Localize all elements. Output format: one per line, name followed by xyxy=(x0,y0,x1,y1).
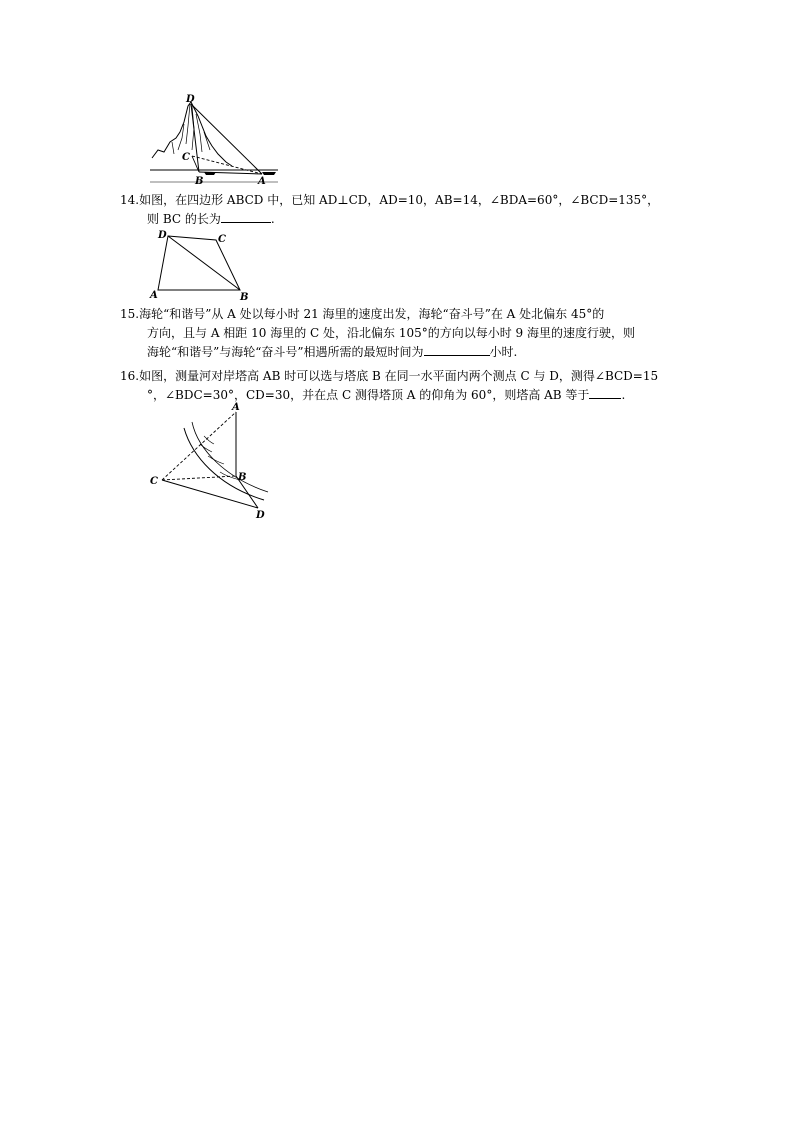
label-B: B xyxy=(195,176,204,187)
line-CD xyxy=(162,480,258,508)
q15-line-2 xyxy=(120,324,700,343)
label-B: B xyxy=(240,292,249,302)
q15-text-1: 海轮“和谐号”从 A 处以每小时 21 海里的速度出发，海轮“奋斗号”在 A 处北偏东 45°的 xyxy=(139,307,605,321)
diagonal-DB xyxy=(168,236,240,290)
q16-number: 16. xyxy=(120,369,140,383)
q15-end: 小时. xyxy=(489,345,518,359)
mountain-figure xyxy=(148,92,283,188)
river-bank-2 xyxy=(192,422,268,492)
q16-end: . xyxy=(621,388,626,402)
q15-text-3: 海轮“和谐号”与海轮“奋斗号”相遇所需的最短时间为 xyxy=(147,345,424,359)
label-D: D xyxy=(186,94,195,105)
mountain-ridges xyxy=(172,104,210,154)
line-CA xyxy=(192,156,262,174)
q16-answer-blank[interactable] xyxy=(589,386,621,399)
q14-text-1: 如图，在四边形 ABCD 中，已知 AD⊥CD，AD=10，AB=14，∠BDA=60°，∠BCD=135°， xyxy=(139,193,660,207)
label-C: C xyxy=(150,476,158,487)
q15-line-3 xyxy=(120,343,700,362)
q16-text-1: 如图，测量河对岸塔高 AB 时可以选与塔底 B 在同一水平面内两个测点 C 与 D，测得∠BCD=15 xyxy=(139,369,659,383)
q14-number: 14. xyxy=(120,193,140,207)
label-D: D xyxy=(158,230,167,241)
q15-answer-blank[interactable] xyxy=(424,343,490,356)
river-waves xyxy=(200,436,240,480)
question-14 xyxy=(120,191,700,229)
q14-line-1 xyxy=(120,191,700,210)
q15-number: 15. xyxy=(120,307,140,321)
tower-figure xyxy=(148,400,272,520)
quadrilateral-figure xyxy=(148,228,254,302)
label-B: B xyxy=(238,472,247,483)
label-A: A xyxy=(150,290,158,301)
line-CB xyxy=(162,476,236,480)
boat-right xyxy=(262,172,276,175)
label-D: D xyxy=(256,510,265,520)
question-15 xyxy=(120,305,700,362)
q14-line-2 xyxy=(120,210,700,229)
q14-end: . xyxy=(270,212,275,226)
line-DA xyxy=(191,104,262,174)
q15-text-2: 方向，且与 A 相距 10 海里的 C 处，沿北偏东 105°的方向以每小时 9 海里的速度行驶，则 xyxy=(147,326,635,340)
label-A: A xyxy=(258,176,266,187)
q14-text-2: 则 BC 的长为 xyxy=(147,212,221,226)
q14-answer-blank[interactable] xyxy=(221,210,271,223)
q16-line-1 xyxy=(120,367,700,386)
label-C: C xyxy=(218,234,226,245)
label-C: C xyxy=(182,152,190,163)
quadrilateral-ABCD xyxy=(158,236,240,290)
label-A: A xyxy=(232,402,240,413)
q15-line-1 xyxy=(120,305,700,324)
q16-text-2: °，∠BDC=30°，CD=30，并在点 C 测得塔顶 A 的仰角为 60°，则塔高 AB 等于 xyxy=(147,388,590,402)
